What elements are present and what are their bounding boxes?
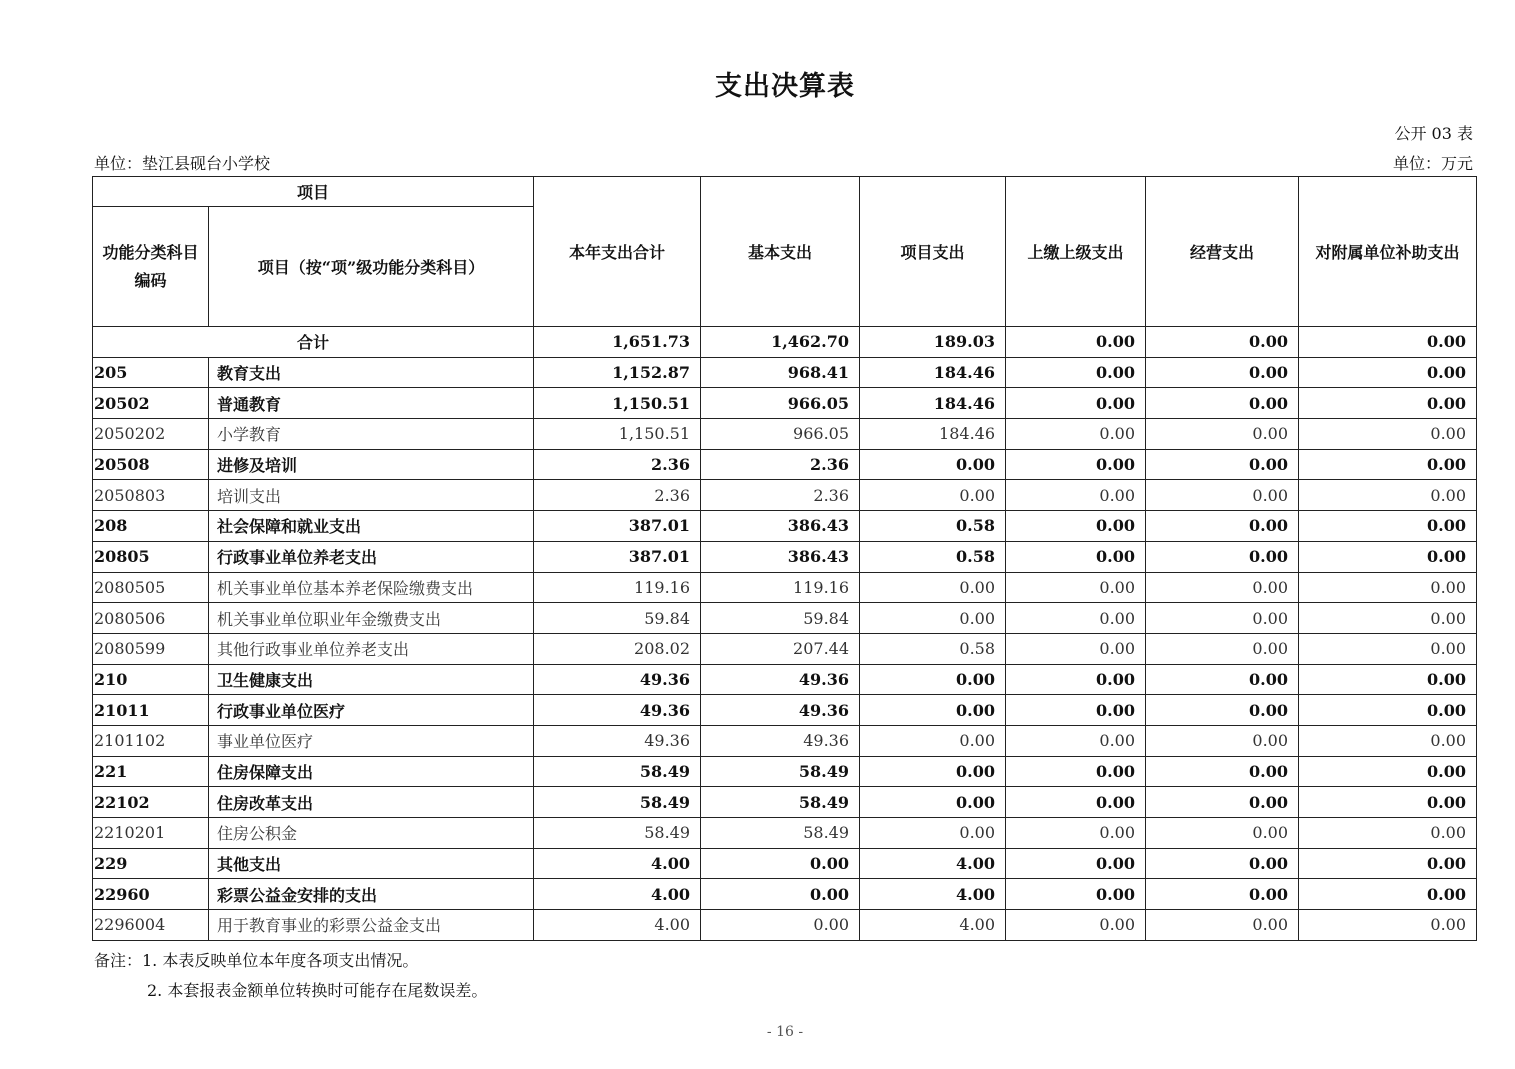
row-business: 0.00 (1146, 357, 1299, 388)
row-basic: 59.84 (701, 603, 860, 634)
form-number: 公开 03 表 (1394, 124, 1473, 143)
table-row (93, 756, 1477, 787)
row-total: 58.49 (534, 818, 701, 849)
row-code: 2101102 (93, 725, 209, 756)
row-code: 2080505 (93, 572, 209, 603)
row-subsidy: 0.00 (1299, 480, 1477, 511)
row-name: 住房公积金 (209, 818, 534, 849)
row-total: 49.36 (534, 664, 701, 695)
row-total: 4.00 (534, 879, 701, 910)
row-code: 20805 (93, 541, 209, 572)
row-basic: 49.36 (701, 725, 860, 756)
row-basic: 119.16 (701, 572, 860, 603)
row-subsidy: 0.00 (1299, 695, 1477, 726)
row-total: 2.36 (534, 480, 701, 511)
table-row (93, 572, 1477, 603)
row-code: 208 (93, 511, 209, 542)
total-subsidy: 0.00 (1299, 327, 1477, 358)
total-basic: 1,462.70 (701, 327, 860, 358)
page-title: 支出决算表 (715, 71, 855, 102)
row-upper: 0.00 (1006, 357, 1146, 388)
row-business: 0.00 (1146, 725, 1299, 756)
table-row (93, 725, 1477, 756)
table-row (93, 879, 1477, 910)
row-basic: 386.43 (701, 541, 860, 572)
row-name: 行政事业单位养老支出 (209, 541, 534, 572)
row-upper: 0.00 (1006, 695, 1146, 726)
row-subsidy: 0.00 (1299, 818, 1477, 849)
row-project: 0.00 (860, 695, 1006, 726)
header-total: 本年支出合计 (534, 177, 701, 327)
row-total: 4.00 (534, 848, 701, 879)
row-business: 0.00 (1146, 695, 1299, 726)
row-project: 0.00 (860, 818, 1006, 849)
row-code: 2210201 (93, 818, 209, 849)
row-name: 事业单位医疗 (209, 725, 534, 756)
row-subsidy: 0.00 (1299, 388, 1477, 419)
row-project: 0.00 (860, 572, 1006, 603)
row-name: 普通教育 (209, 388, 534, 419)
row-project: 0.00 (860, 664, 1006, 695)
row-name: 教育支出 (209, 357, 534, 388)
note-1: 备注：1. 本表反映单位本年度各项支出情况。 (94, 951, 419, 970)
page-number: - 16 - (766, 1024, 804, 1040)
row-name: 机关事业单位职业年金缴费支出 (209, 603, 534, 634)
row-name: 彩票公益金安排的支出 (209, 879, 534, 910)
row-project: 184.46 (860, 357, 1006, 388)
row-code: 2080506 (93, 603, 209, 634)
total-project: 189.03 (860, 327, 1006, 358)
row-subsidy: 0.00 (1299, 603, 1477, 634)
row-business: 0.00 (1146, 848, 1299, 879)
row-basic: 58.49 (701, 756, 860, 787)
row-project: 4.00 (860, 879, 1006, 910)
table-row (93, 388, 1477, 419)
row-subsidy: 0.00 (1299, 787, 1477, 818)
row-business: 0.00 (1146, 449, 1299, 480)
row-basic: 2.36 (701, 480, 860, 511)
row-total: 208.02 (534, 633, 701, 664)
header-business: 经营支出 (1146, 177, 1299, 327)
row-upper: 0.00 (1006, 879, 1146, 910)
row-upper: 0.00 (1006, 480, 1146, 511)
row-upper: 0.00 (1006, 756, 1146, 787)
row-upper: 0.00 (1006, 910, 1146, 941)
row-total: 1,150.51 (534, 388, 701, 419)
table-row (93, 787, 1477, 818)
row-code: 229 (93, 848, 209, 879)
table-row (93, 633, 1477, 664)
row-upper: 0.00 (1006, 449, 1146, 480)
row-basic: 2.36 (701, 449, 860, 480)
table-row (93, 603, 1477, 634)
row-name: 其他支出 (209, 848, 534, 879)
row-total: 2.36 (534, 449, 701, 480)
row-upper: 0.00 (1006, 419, 1146, 450)
row-project: 0.58 (860, 511, 1006, 542)
total-sum: 1,651.73 (534, 327, 701, 358)
row-upper: 0.00 (1006, 633, 1146, 664)
row-business: 0.00 (1146, 910, 1299, 941)
row-upper: 0.00 (1006, 664, 1146, 695)
row-project: 0.00 (860, 480, 1006, 511)
row-name: 小学教育 (209, 419, 534, 450)
row-name: 住房改革支出 (209, 787, 534, 818)
row-business: 0.00 (1146, 419, 1299, 450)
row-project: 4.00 (860, 848, 1006, 879)
row-business: 0.00 (1146, 541, 1299, 572)
row-basic: 49.36 (701, 695, 860, 726)
row-basic: 386.43 (701, 511, 860, 542)
header-subsidy: 对附属单位补助支出 (1299, 177, 1477, 327)
row-code: 2080599 (93, 633, 209, 664)
table-row (93, 480, 1477, 511)
row-basic: 966.05 (701, 419, 860, 450)
row-project: 0.58 (860, 633, 1006, 664)
table-row (93, 664, 1477, 695)
row-project: 0.00 (860, 756, 1006, 787)
row-total: 49.36 (534, 725, 701, 756)
row-project: 0.58 (860, 541, 1006, 572)
row-subsidy: 0.00 (1299, 848, 1477, 879)
total-label: 合计 (93, 327, 534, 358)
row-business: 0.00 (1146, 388, 1299, 419)
row-business: 0.00 (1146, 511, 1299, 542)
row-code: 21011 (93, 695, 209, 726)
row-name: 住房保障支出 (209, 756, 534, 787)
row-code: 20508 (93, 449, 209, 480)
row-code: 221 (93, 756, 209, 787)
table-row (93, 695, 1477, 726)
row-project: 0.00 (860, 449, 1006, 480)
row-name: 机关事业单位基本养老保险缴费支出 (209, 572, 534, 603)
table-row (93, 848, 1477, 879)
currency-unit: 单位：万元 (1392, 154, 1473, 173)
row-basic: 0.00 (701, 879, 860, 910)
row-name: 社会保障和就业支出 (209, 511, 534, 542)
row-business: 0.00 (1146, 787, 1299, 818)
row-subsidy: 0.00 (1299, 541, 1477, 572)
note-2: 2. 本套报表金额单位转换时可能存在尾数误差。 (147, 981, 488, 1000)
row-code: 22960 (93, 879, 209, 910)
row-basic: 0.00 (701, 910, 860, 941)
row-name: 卫生健康支出 (209, 664, 534, 695)
row-upper: 0.00 (1006, 848, 1146, 879)
row-subsidy: 0.00 (1299, 910, 1477, 941)
row-code: 2296004 (93, 910, 209, 941)
row-total: 58.49 (534, 787, 701, 818)
row-total: 59.84 (534, 603, 701, 634)
row-code: 2050202 (93, 419, 209, 450)
table-row (93, 818, 1477, 849)
row-upper: 0.00 (1006, 787, 1146, 818)
table-row (93, 910, 1477, 941)
table-row (93, 449, 1477, 480)
total-business: 0.00 (1146, 327, 1299, 358)
row-name: 培训支出 (209, 480, 534, 511)
table-row (93, 541, 1477, 572)
row-upper: 0.00 (1006, 603, 1146, 634)
header-basic: 基本支出 (701, 177, 860, 327)
row-subsidy: 0.00 (1299, 449, 1477, 480)
row-basic: 0.00 (701, 848, 860, 879)
table-row (93, 511, 1477, 542)
row-total: 58.49 (534, 756, 701, 787)
row-upper: 0.00 (1006, 511, 1146, 542)
row-business: 0.00 (1146, 572, 1299, 603)
row-code: 2050803 (93, 480, 209, 511)
row-subsidy: 0.00 (1299, 357, 1477, 388)
row-business: 0.00 (1146, 664, 1299, 695)
row-basic: 49.36 (701, 664, 860, 695)
row-upper: 0.00 (1006, 388, 1146, 419)
row-code: 205 (93, 357, 209, 388)
row-code: 20502 (93, 388, 209, 419)
row-business: 0.00 (1146, 480, 1299, 511)
row-code: 210 (93, 664, 209, 695)
row-basic: 58.49 (701, 787, 860, 818)
total-upper: 0.00 (1006, 327, 1146, 358)
row-project: 0.00 (860, 725, 1006, 756)
row-project: 0.00 (860, 787, 1006, 818)
row-upper: 0.00 (1006, 818, 1146, 849)
row-upper: 0.00 (1006, 725, 1146, 756)
row-total: 387.01 (534, 511, 701, 542)
row-total: 4.00 (534, 910, 701, 941)
row-total: 1,150.51 (534, 419, 701, 450)
row-subsidy: 0.00 (1299, 633, 1477, 664)
header-code: 功能分类科目编码 (93, 207, 209, 327)
row-project: 184.46 (860, 388, 1006, 419)
row-subsidy: 0.00 (1299, 756, 1477, 787)
row-upper: 0.00 (1006, 572, 1146, 603)
row-upper: 0.00 (1006, 541, 1146, 572)
row-code: 22102 (93, 787, 209, 818)
row-total: 1,152.87 (534, 357, 701, 388)
header-project-expense: 项目支出 (860, 177, 1006, 327)
header-upper: 上缴上级支出 (1006, 177, 1146, 327)
table-row (93, 419, 1477, 450)
row-business: 0.00 (1146, 603, 1299, 634)
row-subsidy: 0.00 (1299, 511, 1477, 542)
row-business: 0.00 (1146, 633, 1299, 664)
row-business: 0.00 (1146, 879, 1299, 910)
row-subsidy: 0.00 (1299, 419, 1477, 450)
row-name: 用于教育事业的彩票公益金支出 (209, 910, 534, 941)
row-total: 387.01 (534, 541, 701, 572)
row-project: 4.00 (860, 910, 1006, 941)
expenditure-table (92, 176, 1477, 941)
row-total: 49.36 (534, 695, 701, 726)
reporting-unit: 单位：垫江县砚台小学校 (94, 154, 271, 173)
row-name: 其他行政事业单位养老支出 (209, 633, 534, 664)
row-business: 0.00 (1146, 818, 1299, 849)
total-row (93, 327, 1477, 358)
row-subsidy: 0.00 (1299, 725, 1477, 756)
row-total: 119.16 (534, 572, 701, 603)
header-name: 项目（按“项”级功能分类科目） (209, 207, 534, 327)
row-basic: 207.44 (701, 633, 860, 664)
table-row (93, 357, 1477, 388)
row-basic: 968.41 (701, 357, 860, 388)
row-subsidy: 0.00 (1299, 664, 1477, 695)
row-name: 行政事业单位医疗 (209, 695, 534, 726)
row-subsidy: 0.00 (1299, 572, 1477, 603)
row-basic: 966.05 (701, 388, 860, 419)
row-name: 进修及培训 (209, 449, 534, 480)
row-basic: 58.49 (701, 818, 860, 849)
row-project: 0.00 (860, 603, 1006, 634)
row-business: 0.00 (1146, 756, 1299, 787)
row-project: 184.46 (860, 419, 1006, 450)
header-project: 项目 (93, 177, 534, 207)
row-subsidy: 0.00 (1299, 879, 1477, 910)
